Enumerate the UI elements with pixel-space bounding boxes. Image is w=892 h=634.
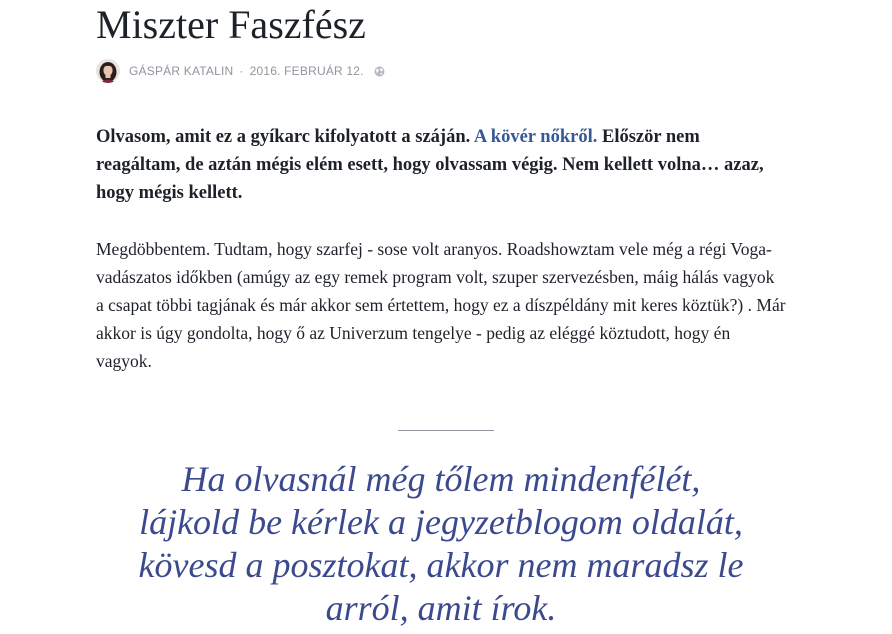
body-paragraph: Megdöbbentem. Tudtam, hogy szarfej - sose volt aranyos. Roadshowztam vele még a régi Voga-vadászatos időkben (amúgy az egy remek program volt, szuper szervezésben, máig hálás vagyok a csapat többi tagjának és már akkor sem értettem, hogy ez a díszpéldány mit keres köztük?) . Már akkor is úgy gondolta, hogy ő az Univerzum tengelye - pedig az eléggé köztudott, hogy én vagyok. <box>96 239 786 371</box>
meta-separator: · <box>239 64 244 78</box>
author-name[interactable]: GÁSPÁR KATALIN <box>129 64 234 78</box>
section-divider <box>398 430 494 431</box>
byline <box>96 58 385 84</box>
lead-text-end: Először nem reagáltam, de aztán mégis elém esett, hogy olvassam végig. Nem kellett volna… azaz, hogy mégis kellett. <box>96 127 764 203</box>
pull-quote: Ha olvasnál még tőlem mindenfélét, lájkold be kérlek a jegyzetblogom oldalát, kövesd a posztokat, akkor nem maradsz le arról, amit írok. <box>138 459 744 628</box>
page-title: Miszter Faszfész <box>96 2 366 47</box>
post-date[interactable]: 2016. FEBRUÁR 12. <box>249 64 364 78</box>
globe-icon[interactable] <box>374 66 385 77</box>
article-link[interactable]: A kövér nőkről. <box>473 127 598 147</box>
avatar[interactable] <box>96 59 120 83</box>
lead-text-start: Olvasom, amit ez a gyíkarc kifolyatott a száján. <box>96 127 474 147</box>
lead-paragraph <box>96 123 786 207</box>
